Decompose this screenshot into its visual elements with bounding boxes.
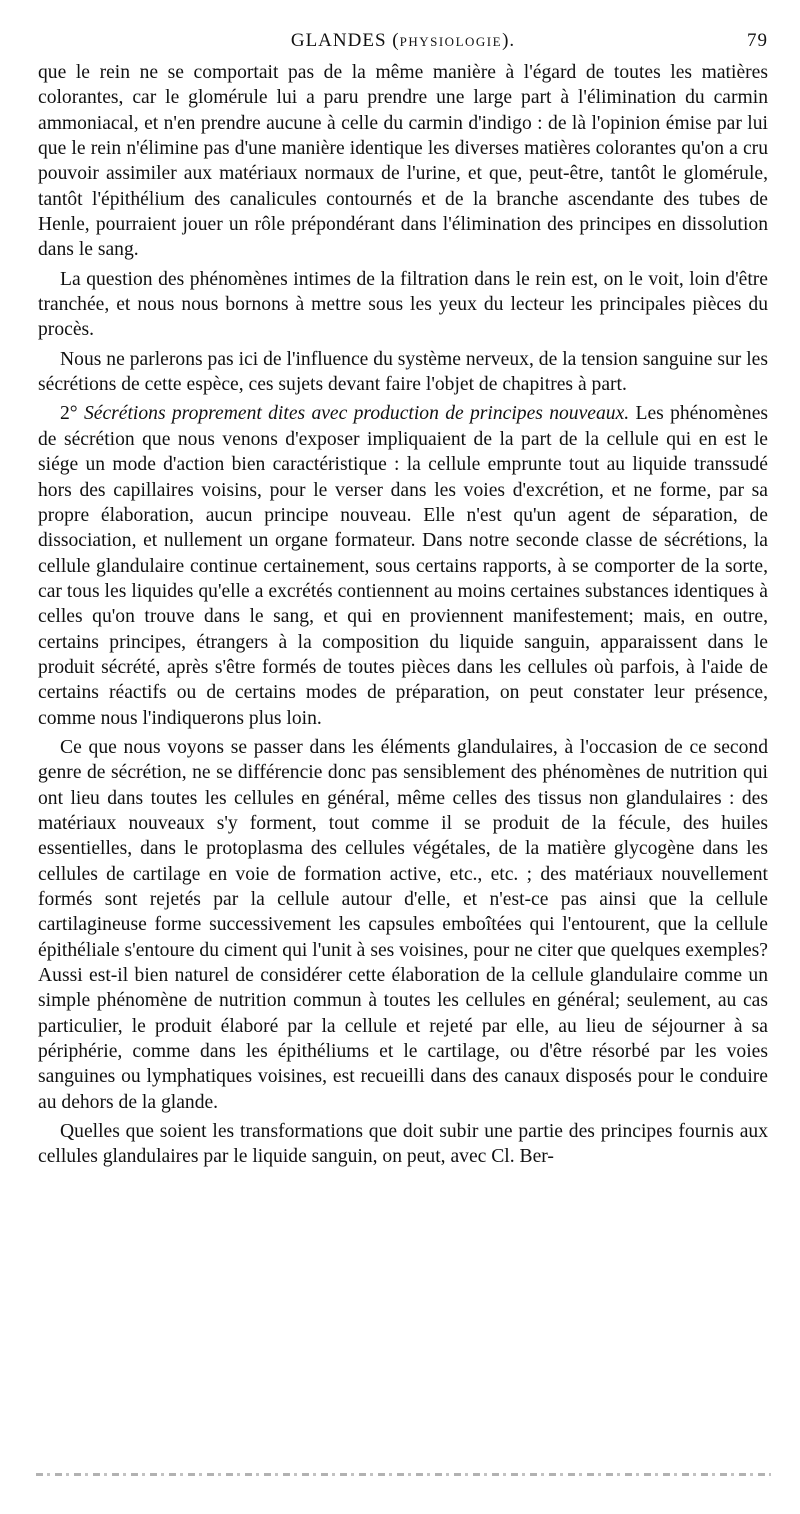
- footer-rule: [36, 1473, 771, 1476]
- section-number: 2°: [60, 403, 78, 425]
- paragraph-secretions-section: [38, 401, 768, 730]
- running-title: [38, 30, 768, 52]
- running-title-main: GLANDES (: [290, 30, 400, 51]
- paragraph-nutrition-phenomena: Ce que nous voyons se passer dans les éléments glandulaires, à l'occasion de ce second genre de sécrétion, ne se différencie donc pas sensiblement des phénomènes de nutrition qui ont lieu dans toutes les cellules en général, même celles des tissus non glandulaires : des matériaux nouveaux s'y forment, tout comme il se produit de la fécule, des huiles essentielles, dans le protoplasma des cellules végétales, de la matière glycogène dans les cellules de cartilage en voie de formation active, etc., etc. ; des matériaux nouvellement formés sont rejetés par la cellule autour d'elle, et n'est-ce pas ainsi que la cellule cartilagineuse forme successivement les capsules emboîtées qui l'entourent, que la cellule épithéliale s'entoure du ciment qui l'unit à ses voisines, pour ne citer que quelques exemples? Aussi est-il bien naturel de considérer cette élaboration de la cellule glandulaire comme un simple phénomène de nutrition commun à toutes les cellules en général; seulement, au cas particulier, le produit élaboré par la cellule et rejeté par elle, au lieu de séjourner à sa périphérie, comme dans les épithéliums et le cartilage, ou d'être résorbé par les voies sanguines ou lymphatiques voisines, est recueilli dans des canaux disposés pour le conduire au dehors de la glande.: [38, 736, 768, 1113]
- running-title-end: ).: [502, 30, 516, 51]
- page-body: [38, 60, 768, 1170]
- running-header: [38, 30, 768, 58]
- paragraph-nervous-influence: Nous ne parlerons pas ici de l'influence du système nerveux, de la tension sanguine sur les sécrétions de cette espèce, ces sujets devant faire l'objet de chapitres à part.: [38, 348, 768, 396]
- section-heading: Sécrétions proprement dites avec production de principes nouveaux.: [83, 403, 630, 425]
- page-number: 79: [747, 30, 768, 51]
- paragraph-filtration-question: La question des phénomènes intimes de la filtration dans le rein est, on le voit, loin d'être tranchée, et nous nous bornons à mettre sous les yeux du lecteur les principales pièces du procès.: [38, 268, 768, 341]
- paragraph-continuation: que le rein ne se comportait pas de la même manière à l'égard de toutes les matières colorantes, car le glomérule lui a paru prendre une large part à l'élimination du carmin ammoniacal, et n'en prendre aucune à celle du carmin d'indigo : de là l'opinion émise par lui que le rein n'élimine pas d'une manière identique les diverses matières colorantes qu'on a cru pouvoir assimiler aux matériaux normaux de l'urine, et que, peut-être, tantôt le glomérule, tantôt l'épithélium des canalicules contournés et de la branche ascendante des tubes de Henle, pourraient jouer un rôle prépondérant dans l'élimination des principes en dissolution dans le sang.: [38, 62, 768, 261]
- section-text: Les phénomènes de sécrétion que nous venons d'exposer impliquaient de la part de la cellule qui en est le siége un mode d'action bien caractéristique : la cellule emprunte tout au liquide transsudé hors des capillaires voisins, pour le verser dans les voies d'excrétion, et ne forme, par sa propre élaboration, aucun principe nouveau. Elle n'est qu'un agent de séparation, de dissociation, et nullement un organe formateur. Dans notre seconde classe de sécrétions, la cellule glandulaire continue certainement, sous certains rapports, à se comporter de la sorte, car tous les liquides qu'elle a excrétés contiennent au moins certaines substances identiques à celles qu'on trouve dans le sang, et qui en proviennent manifestement; mais, en outre, certains principes, étrangers à la composition du liquide sanguin, apparaissent dans le produit sécrété, après s'être formés de toutes pièces dans les cellules où parfois, à l'aide de certains réactifs ou de certains modes de préparation, on peut constater leur présence, comme nous l'indiquerons plus loin.: [38, 403, 769, 729]
- paragraph-transformations: Quelles que soient les transformations que doit subir une partie des principes fournis aux cellules glandulaires par le liquide sanguin, on peut, avec Cl. Ber-: [38, 1121, 768, 1168]
- running-title-subject: PHYSIOLOGIE: [399, 34, 503, 49]
